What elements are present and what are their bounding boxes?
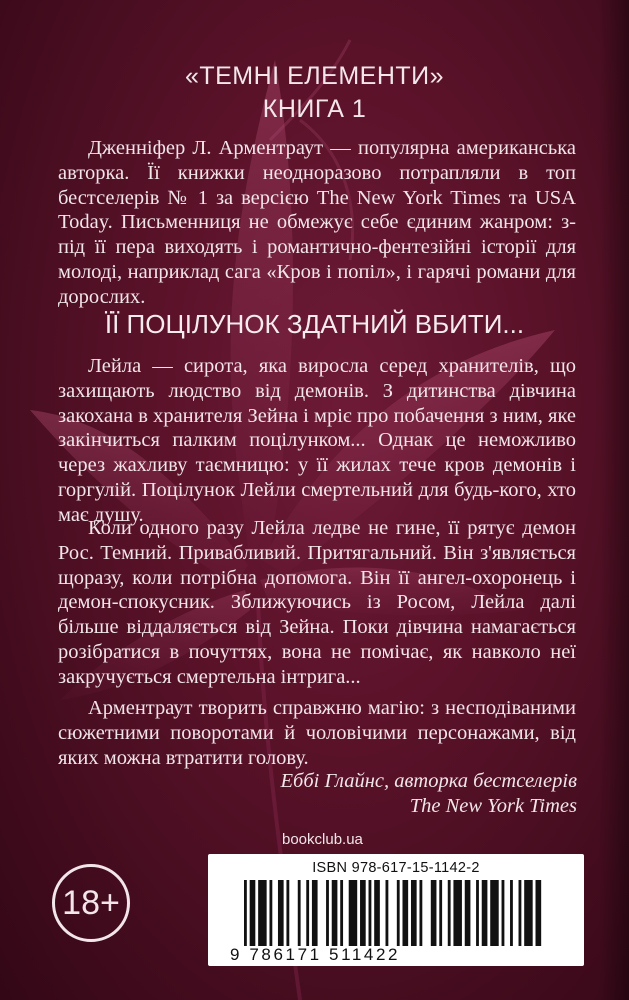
publisher-website: bookclub.ua — [282, 831, 363, 848]
series-title: «ТЕМНІ ЕЛЕМЕНТИ» — [184, 62, 445, 90]
age-rating-badge — [52, 864, 130, 942]
review-quote: Арментраут творить справжню магію: з несподіваними сюжетними поворотами й чоловічими персонажами, від яких можна втратити голову. — [58, 697, 576, 769]
ean-digits: 9 786171 511422 — [230, 945, 401, 964]
quote-attribution: Еббі Глайнс, авторка бестселерів — [280, 770, 577, 792]
quote-source: The New York Times — [409, 795, 577, 817]
book-number: КНИГА 1 — [262, 95, 367, 123]
barcode-icon — [244, 880, 544, 946]
isbn-label: ISBN 978-617-15-1142-2 — [312, 860, 480, 876]
synopsis-paragraph-1: Лейла — сирота, яка виросла серед хранителів, що захищають людство від демонів. З дитинства дівчина закохана в хранителя Зейна і мріє про побачення з ним, яке закінчиться палким поцілунком... Однак це неможливо через жахливу таємницю: у її жилах тече кров демонів і горгулій. Поцілунок Лейли смертельний для будь-кого, хто має душу. — [58, 355, 576, 526]
age-rating-label: 18+ — [62, 883, 120, 922]
barcode-panel — [208, 854, 584, 966]
author-bio: Дженніфер Л. Арментраут — популярна американська авторка. Її книжки неодноразово потрапляли в топ бестселерів № 1 за версією The New York Times та USA Today. Письменниця не обмежує себе єдиним жанром: з-під її пера виходять і романтично-фентезійні історії для молоді, наприклад сага «Кров і попіл», і гарячі романи для дорослих. — [58, 137, 576, 308]
tagline: ЇЇ ПОЦІЛУНОК ЗДАТНИЙ ВБИТИ... — [104, 309, 525, 339]
synopsis-paragraph-2: Коли одного разу Лейла ледве не гине, її рятує демон Рос. Темний. Привабливий. Притягальний. Він з'являється щоразу, коли потрібна допомога. Він її ангел-охоронець і демон-спокусник. Зближуючись із Росом, Лейла далі більше віддаляється від Зейна. Поки дівчина намагається розібратися в почуттях, вона не помічає, як навколо неї закручується смертельна інтрига... — [58, 517, 576, 688]
